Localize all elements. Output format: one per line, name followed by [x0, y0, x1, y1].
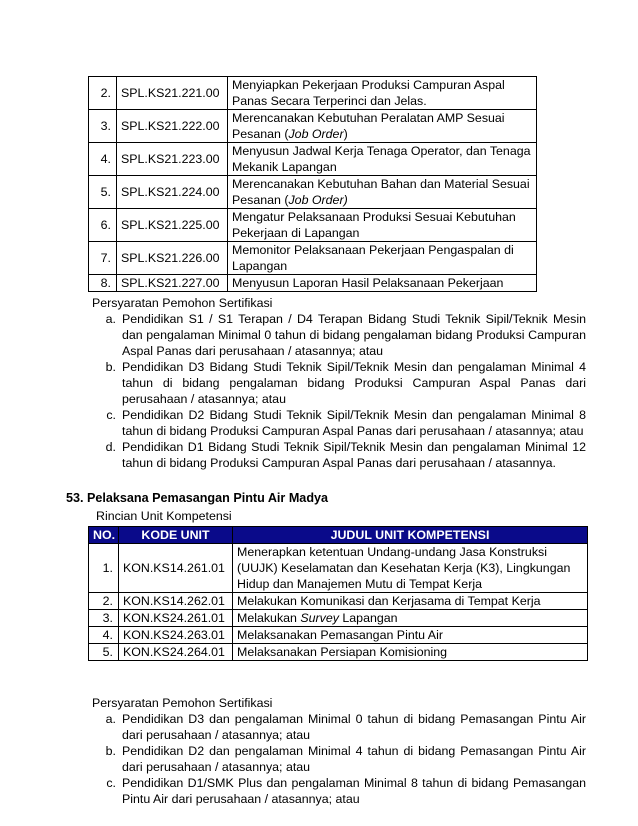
unit-title: Melaksanakan Persiapan Komisioning [233, 644, 588, 661]
section-heading: 53. Pelaksana Pemasangan Pintu Air Madya [66, 491, 329, 505]
unit-title-italic: Job Order) [288, 193, 348, 207]
unit-title: Mengatur Pelaksanaan Produksi Sesuai Kebutuhan Pekerjaan di Lapangan [228, 209, 537, 242]
table-row [89, 544, 588, 593]
unit-code: KON.KS14.262.01 [119, 593, 233, 610]
list-marker: a. [105, 312, 116, 326]
unit-code: SPL.KS21.227.00 [117, 275, 228, 292]
table-row [89, 593, 588, 610]
table-row [89, 77, 537, 110]
unit-title: Menerapkan ketentuan Undang-undang Jasa Konstruksi (UUJK) Keselamatan dan Kesehatan Kerja (K3), Lingkungan Hidup dan Manajemen Mutu di Tempat Kerja [233, 544, 588, 593]
unit-title: Menyusun Laporan Hasil Pelaksanaan Pekerjaan [228, 275, 537, 292]
requirements-label: Persyaratan Pemohon Sertifikasi [92, 296, 273, 310]
row-number: 4. [89, 627, 119, 644]
header-title: JUDUL UNIT KOMPETENSI [233, 527, 588, 544]
table-row [89, 209, 537, 242]
row-number: 2. [89, 593, 119, 610]
row-number: 3. [89, 110, 117, 143]
unit-title: Memonitor Pelaksanaan Pekerjaan Pengaspalan di Lapangan [228, 242, 537, 275]
table-row [89, 275, 537, 292]
unit-title-text-end: ) [343, 127, 348, 141]
list-item-text: Pendidikan S1 / S1 Terapan / D4 Terapan Bidang Studi Teknik Sipil/Teknik Mesin dan pengalaman Minimal 0 tahun di bidang pengalaman bidang Produksi Campuran Aspal Panas dari perusahaan / atasannya; atau [122, 312, 586, 358]
table-row [89, 143, 537, 176]
list-item-text: Pendidikan D1/SMK Plus dan pengalaman Minimal 8 tahun di bidang Pemasangan Pintu Air dari perusahaan / atasannya; atau [122, 776, 586, 806]
row-number: 8. [89, 275, 117, 292]
unit-code: SPL.KS21.225.00 [117, 209, 228, 242]
unit-code: SPL.KS21.221.00 [117, 77, 228, 110]
unit-title [228, 176, 537, 209]
row-number: 3. [89, 610, 119, 627]
list-item [96, 743, 586, 775]
unit-title-text: Merencanakan Kebutuhan Peralatan AMP Sesuai Pesanan ( [232, 111, 505, 141]
table-row [89, 610, 588, 627]
list-item [96, 407, 586, 439]
table-header-row [89, 527, 588, 544]
row-number: 6. [89, 209, 117, 242]
row-number: 5. [89, 644, 119, 661]
list-marker: b. [105, 744, 116, 758]
row-number: 5. [89, 176, 117, 209]
unit-title-text-end: Lapangan [338, 611, 398, 625]
unit-title-italic: Survey [300, 611, 339, 625]
unit-code: SPL.KS21.223.00 [117, 143, 228, 176]
list-marker: c. [106, 408, 116, 422]
list-marker: d. [105, 440, 116, 454]
list-marker: c. [106, 776, 116, 790]
header-no: NO. [89, 527, 119, 544]
requirements-list-2 [96, 711, 586, 807]
requirements-list [96, 311, 586, 471]
unit-title: Melaksanakan Pemasangan Pintu Air [233, 627, 588, 644]
unit-title [228, 110, 537, 143]
table-row [89, 176, 537, 209]
list-marker: b. [105, 360, 116, 374]
unit-title [233, 610, 588, 627]
unit-code: KON.KS14.261.01 [119, 544, 233, 593]
list-item-text: Pendidikan D1 Bidang Studi Teknik Sipil/Teknik Mesin dan pengalaman Minimal 12 tahun di bidang Produksi Campuran Aspal Panas dari perusahaan / atasannya. [122, 440, 586, 470]
list-item [96, 359, 586, 407]
header-code: KODE UNIT [119, 527, 233, 544]
list-item [96, 775, 586, 807]
list-item [96, 311, 586, 359]
unit-title-italic: Job Order [288, 127, 344, 141]
list-item-text: Pendidikan D2 Bidang Studi Teknik Sipil/Teknik Mesin dan pengalaman Minimal 8 tahun di bidang Produksi Campuran Aspal Panas dari perusahaan / atasannya; atau [122, 408, 586, 438]
row-number: 2. [89, 77, 117, 110]
list-item-text: Pendidikan D3 Bidang Studi Teknik Sipil/Teknik Mesin dan pengalaman Minimal 4 tahun di bidang pengalaman bidang Produksi Campuran Aspal Panas dari perusahaan / atasannya; atau [122, 360, 586, 406]
unit-title-text: Merencanakan Kebutuhan Bahan dan Material Sesuai Pesanan ( [232, 177, 530, 207]
row-number: 1. [89, 544, 119, 593]
list-marker: a. [105, 712, 116, 726]
unit-table-bottom [88, 526, 588, 661]
table-row [89, 110, 537, 143]
row-number: 7. [89, 242, 117, 275]
unit-title: Menyusun Jadwal Kerja Tenaga Operator, dan Tenaga Mekanik Lapangan [228, 143, 537, 176]
unit-code: KON.KS24.263.01 [119, 627, 233, 644]
list-item [96, 711, 586, 743]
unit-title: Menyiapkan Pekerjaan Produksi Campuran Aspal Panas Secara Terperinci dan Jelas. [228, 77, 537, 110]
row-number: 4. [89, 143, 117, 176]
list-item [96, 439, 586, 471]
unit-title: Melakukan Komunikasi dan Kerjasama di Tempat Kerja [233, 593, 588, 610]
requirements-label-2: Persyaratan Pemohon Sertifikasi [92, 696, 273, 710]
list-item-text: Pendidikan D2 dan pengalaman Minimal 4 tahun di bidang Pemasangan Pintu Air dari perusahaan / atasannya; atau [122, 744, 586, 774]
unit-code: SPL.KS21.226.00 [117, 242, 228, 275]
unit-code: SPL.KS21.224.00 [117, 176, 228, 209]
unit-title-text: Melakukan [237, 611, 301, 625]
table-row [89, 242, 537, 275]
unit-code: SPL.KS21.222.00 [117, 110, 228, 143]
section-sublabel: Rincian Unit Kompetensi [96, 509, 232, 523]
table-row [89, 644, 588, 661]
unit-code: KON.KS24.261.01 [119, 610, 233, 627]
list-item-text: Pendidikan D3 dan pengalaman Minimal 0 tahun di bidang Pemasangan Pintu Air dari perusahaan / atasannya; atau [122, 712, 586, 742]
table-row [89, 627, 588, 644]
unit-code: KON.KS24.264.01 [119, 644, 233, 661]
unit-table-top [88, 76, 537, 292]
